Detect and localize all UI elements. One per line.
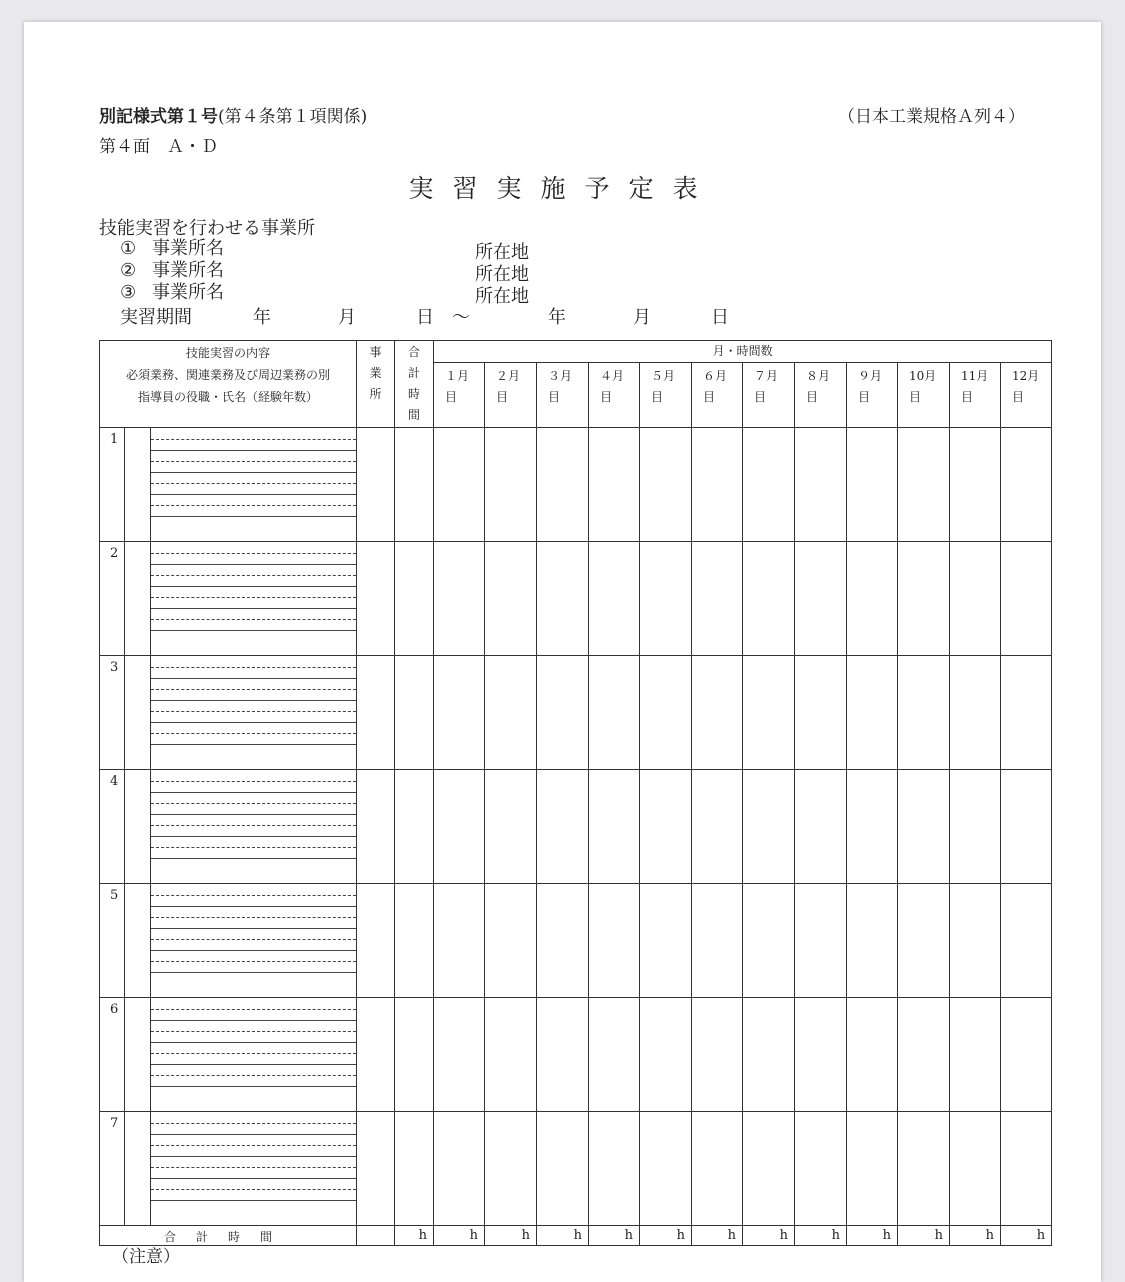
entry-rule-line (151, 711, 356, 712)
duty-category-cell[interactable] (125, 1112, 151, 1226)
month-suffix: 目 (754, 390, 767, 404)
month-hours-cell[interactable] (485, 884, 537, 998)
hours-unit-cell[interactable]: h (640, 1226, 692, 1246)
duty-category-cell[interactable] (125, 998, 151, 1112)
month-hours-cell[interactable] (537, 542, 589, 656)
hours-unit-cell[interactable]: h (589, 1226, 640, 1246)
months-header: 月・時間数 (434, 341, 1052, 363)
month-hours-cell[interactable] (743, 770, 795, 884)
hours-unit-cell[interactable]: h (537, 1226, 589, 1246)
month-hours-cell[interactable] (898, 542, 950, 656)
month-hours-cell[interactable] (898, 884, 950, 998)
duty-category-cell[interactable] (125, 542, 151, 656)
row-number: 2 (100, 542, 125, 656)
office-location-label: 所在地 (475, 242, 529, 263)
entry-rule-line (151, 1042, 356, 1043)
month-label: ５月 (651, 369, 676, 383)
entry-rule-line (151, 825, 356, 826)
month-label: 11月 (961, 369, 989, 383)
office-location-label: 所在地 (475, 264, 529, 285)
total-hours-cell[interactable] (395, 656, 434, 770)
hours-unit-cell[interactable]: h (795, 1226, 847, 1246)
month-suffix: 目 (548, 390, 561, 404)
entry-rule-line (151, 1009, 356, 1010)
month-hours-cell[interactable] (434, 1112, 485, 1226)
total-hours-cell[interactable] (395, 542, 434, 656)
month-hours-cell[interactable] (434, 998, 485, 1112)
notes-heading: （注意） (112, 1247, 180, 1267)
month-hours-cell[interactable] (898, 1112, 950, 1226)
month-hours-cell[interactable] (640, 428, 692, 542)
total-hours-cell[interactable] (395, 428, 434, 542)
month-suffix: 目 (703, 390, 716, 404)
entry-rule-line (151, 472, 356, 473)
content-header-line: 指導員の役職・氏名（経験年数） (138, 390, 319, 404)
month-suffix: 目 (651, 390, 664, 404)
month-hours-cell[interactable] (847, 542, 898, 656)
month-hours-cell[interactable] (1001, 1112, 1052, 1226)
month-label: １月 (445, 369, 470, 383)
month-hours-cell[interactable] (589, 542, 640, 656)
month-hours-cell[interactable] (743, 1112, 795, 1226)
month-header-cell (743, 363, 795, 428)
total-hours-cell[interactable] (395, 998, 434, 1112)
month-suffix: 目 (1012, 390, 1025, 404)
month-header-cell (692, 363, 743, 428)
month-header-cell (589, 363, 640, 428)
header-row (100, 341, 1052, 363)
entry-rule-line (151, 906, 356, 907)
month-hours-cell[interactable] (537, 770, 589, 884)
month-hours-cell[interactable] (950, 998, 1001, 1112)
month-suffix: 目 (806, 390, 819, 404)
entry-rule-line (151, 586, 356, 587)
office-row-3 (120, 282, 224, 304)
month-hours-cell[interactable] (847, 656, 898, 770)
period-end-month: 月 (633, 307, 651, 328)
month-hours-cell[interactable] (537, 998, 589, 1112)
month-hours-cell[interactable] (898, 656, 950, 770)
entry-rule-line (151, 1123, 356, 1124)
schedule-row (100, 428, 1052, 542)
hours-unit-cell[interactable]: h (1001, 1226, 1052, 1246)
entry-rule-line (151, 836, 356, 837)
entry-rule-line (151, 1064, 356, 1065)
office-cell[interactable] (357, 884, 395, 998)
month-hours-cell[interactable] (743, 656, 795, 770)
row-number: 1 (100, 428, 125, 542)
entry-rule-line (151, 461, 356, 462)
month-hours-cell[interactable] (898, 428, 950, 542)
month-header-cell (537, 363, 589, 428)
offices-heading: 技能実習を行わせる事業所 (99, 218, 315, 239)
entry-rule-line (151, 1031, 356, 1032)
month-header-cell (847, 363, 898, 428)
entry-rule-line (151, 961, 356, 962)
period-tilde: ～ (452, 307, 470, 328)
hours-unit-cell[interactable]: h (395, 1226, 434, 1246)
month-hours-cell[interactable] (640, 1112, 692, 1226)
office-name-label: 事業所名 (152, 260, 224, 281)
training-content-cell[interactable] (151, 884, 357, 998)
hours-unit-cell[interactable]: h (847, 1226, 898, 1246)
office-cell[interactable] (357, 998, 395, 1112)
month-label: ３月 (548, 369, 573, 383)
month-hours-cell[interactable] (847, 428, 898, 542)
form-number: 別記様式第１号 (99, 107, 218, 127)
office-number: ③ (120, 282, 137, 303)
month-hours-cell[interactable] (589, 428, 640, 542)
entry-rule-line (151, 1167, 356, 1168)
month-label: ７月 (754, 369, 779, 383)
month-hours-cell[interactable] (589, 998, 640, 1112)
schedule-row (100, 998, 1052, 1112)
office-number: ① (120, 238, 137, 259)
month-hours-cell[interactable] (743, 542, 795, 656)
content-header-line: 技能実習の内容 (186, 346, 271, 360)
training-content-cell[interactable] (151, 998, 357, 1112)
office-cell[interactable] (357, 1112, 395, 1226)
entry-rule-line (151, 450, 356, 451)
month-hours-cell[interactable] (485, 542, 537, 656)
face-label: 第４面 Ａ・Ｄ (99, 137, 218, 157)
period-end-year: 年 (548, 307, 566, 328)
month-hours-cell[interactable] (795, 884, 847, 998)
training-content-cell[interactable] (151, 656, 357, 770)
month-hours-cell[interactable] (847, 770, 898, 884)
entry-rule-line (151, 553, 356, 554)
form-page (24, 22, 1101, 1282)
month-hours-cell[interactable] (692, 770, 743, 884)
row-number: 3 (100, 656, 125, 770)
month-hours-cell[interactable] (1001, 428, 1052, 542)
duty-category-cell[interactable] (125, 884, 151, 998)
month-suffix: 目 (858, 390, 871, 404)
total-header-char: 時 (408, 387, 421, 401)
row-number: 6 (100, 998, 125, 1112)
schedule-row (100, 1112, 1052, 1226)
office-cell[interactable] (357, 428, 395, 542)
schedule-row (100, 884, 1052, 998)
office-header-char: 事 (369, 345, 382, 359)
month-label: 10月 (909, 369, 937, 383)
month-header-cell (640, 363, 692, 428)
month-hours-cell[interactable] (692, 428, 743, 542)
entry-rule-line (151, 733, 356, 734)
training-schedule-table (99, 340, 1052, 1246)
month-header-cell (898, 363, 950, 428)
month-hours-cell[interactable] (795, 770, 847, 884)
entry-rule-line (151, 1156, 356, 1157)
entry-rule-line (151, 972, 356, 973)
month-hours-cell[interactable] (950, 428, 1001, 542)
entry-rule-line (151, 1134, 356, 1135)
month-label: ２月 (496, 369, 521, 383)
total-office-cell (357, 1226, 395, 1246)
month-hours-cell[interactable] (692, 998, 743, 1112)
office-header-char: 業 (369, 366, 382, 380)
entry-rule-line (151, 858, 356, 859)
month-hours-cell[interactable] (692, 656, 743, 770)
entry-rule-line (151, 700, 356, 701)
total-row-label: 合計時間 (100, 1226, 357, 1246)
month-hours-cell[interactable] (1001, 998, 1052, 1112)
hours-unit-cell[interactable]: h (434, 1226, 485, 1246)
month-hours-cell[interactable] (1001, 884, 1052, 998)
entry-rule-line (151, 575, 356, 576)
duty-category-cell[interactable] (125, 656, 151, 770)
month-hours-cell[interactable] (692, 884, 743, 998)
month-hours-cell[interactable] (537, 1112, 589, 1226)
office-header-char: 所 (369, 387, 382, 401)
content-header (100, 341, 357, 428)
month-suffix: 目 (600, 390, 613, 404)
office-cell[interactable] (357, 542, 395, 656)
schedule-row (100, 770, 1052, 884)
office-location-label: 所在地 (475, 286, 529, 307)
period-start-year: 年 (253, 307, 271, 328)
month-hours-cell[interactable] (950, 656, 1001, 770)
duty-category-cell[interactable] (125, 428, 151, 542)
month-hours-cell[interactable] (795, 656, 847, 770)
month-hours-cell[interactable] (640, 656, 692, 770)
entry-rule-line (151, 895, 356, 896)
form-number-line (99, 102, 367, 127)
month-hours-cell[interactable] (743, 428, 795, 542)
period-end-day: 日 (711, 307, 729, 328)
training-content-cell[interactable] (151, 428, 357, 542)
entry-rule-line (151, 917, 356, 918)
office-number: ② (120, 260, 137, 281)
entry-rule-line (151, 950, 356, 951)
month-hours-cell[interactable] (589, 1112, 640, 1226)
month-label: ８月 (806, 369, 831, 383)
office-header (357, 341, 395, 428)
month-hours-cell[interactable] (485, 656, 537, 770)
office-name-label: 事業所名 (152, 282, 224, 303)
month-suffix: 目 (909, 390, 922, 404)
entry-rule-line (151, 792, 356, 793)
month-hours-cell[interactable] (640, 542, 692, 656)
office-row-1 (120, 238, 224, 260)
entry-rule-line (151, 814, 356, 815)
entry-rule-line (151, 516, 356, 517)
month-hours-cell[interactable] (795, 1112, 847, 1226)
month-hours-cell[interactable] (589, 884, 640, 998)
month-hours-cell[interactable] (537, 656, 589, 770)
hours-unit-cell[interactable]: h (898, 1226, 950, 1246)
entry-rule-line (151, 494, 356, 495)
month-hours-cell[interactable] (692, 1112, 743, 1226)
office-row-2 (120, 260, 224, 282)
month-hours-cell[interactable] (589, 770, 640, 884)
hours-unit-cell[interactable]: h (743, 1226, 795, 1246)
entry-rule-line (151, 1075, 356, 1076)
month-hours-cell[interactable] (485, 998, 537, 1112)
entry-rule-line (151, 608, 356, 609)
month-hours-cell[interactable] (795, 428, 847, 542)
training-content-cell[interactable] (151, 1112, 357, 1226)
month-hours-cell[interactable] (847, 884, 898, 998)
month-hours-cell[interactable] (743, 884, 795, 998)
total-hours-header (395, 341, 434, 428)
entry-rule-line (151, 678, 356, 679)
month-hours-cell[interactable] (847, 998, 898, 1112)
entry-rule-line (151, 722, 356, 723)
total-hours-cell[interactable] (395, 770, 434, 884)
month-hours-cell[interactable] (537, 428, 589, 542)
month-hours-cell[interactable] (795, 542, 847, 656)
entry-rule-line (151, 939, 356, 940)
entry-rule-line (151, 1189, 356, 1190)
entry-rule-line (151, 781, 356, 782)
month-hours-cell[interactable] (950, 542, 1001, 656)
entry-rule-line (151, 1053, 356, 1054)
month-hours-cell[interactable] (485, 428, 537, 542)
form-clause: (第４条第１項関係) (218, 107, 368, 127)
entry-rule-line (151, 803, 356, 804)
schedule-row (100, 656, 1052, 770)
month-hours-cell[interactable] (640, 884, 692, 998)
month-hours-cell[interactable] (950, 770, 1001, 884)
month-hours-cell[interactable] (434, 656, 485, 770)
content-header-line: 必須業務、関連業務及び周辺業務の別 (126, 368, 331, 382)
month-label: ４月 (600, 369, 625, 383)
paper-size-note: （日本工業規格Ａ列４） (838, 107, 1025, 127)
month-hours-cell[interactable] (898, 998, 950, 1112)
entry-rule-line (151, 928, 356, 929)
row-number: 4 (100, 770, 125, 884)
total-hours-cell[interactable] (395, 884, 434, 998)
entry-rule-line (151, 667, 356, 668)
entry-rule-line (151, 597, 356, 598)
month-hours-cell[interactable] (898, 770, 950, 884)
entry-rule-line (151, 847, 356, 848)
total-row (100, 1226, 1052, 1246)
entry-rule-line (151, 1086, 356, 1087)
month-hours-cell[interactable] (692, 542, 743, 656)
period-label: 実習期間 (120, 307, 192, 328)
entry-rule-line (151, 483, 356, 484)
entry-rule-line (151, 744, 356, 745)
month-label: ６月 (703, 369, 728, 383)
month-hours-cell[interactable] (1001, 770, 1052, 884)
month-header-cell (950, 363, 1001, 428)
entry-rule-line (151, 505, 356, 506)
month-header-cell (434, 363, 485, 428)
month-hours-cell[interactable] (795, 998, 847, 1112)
month-header-cell (485, 363, 537, 428)
month-hours-cell[interactable] (434, 884, 485, 998)
period-start-day: 日 (416, 307, 434, 328)
month-hours-cell[interactable] (950, 1112, 1001, 1226)
month-hours-cell[interactable] (743, 998, 795, 1112)
total-header-char: 間 (408, 408, 421, 422)
month-hours-cell[interactable] (434, 428, 485, 542)
entry-rule-line (151, 619, 356, 620)
month-hours-cell[interactable] (640, 770, 692, 884)
month-hours-cell[interactable] (950, 884, 1001, 998)
office-cell[interactable] (357, 770, 395, 884)
month-hours-cell[interactable] (537, 884, 589, 998)
entry-rule-line (151, 439, 356, 440)
page-title: 実習実施予定表 (408, 174, 717, 203)
month-suffix: 目 (496, 390, 509, 404)
entry-rule-line (151, 564, 356, 565)
duty-category-cell[interactable] (125, 770, 151, 884)
training-content-cell[interactable] (151, 770, 357, 884)
month-hours-cell[interactable] (485, 1112, 537, 1226)
month-hours-cell[interactable] (1001, 656, 1052, 770)
month-hours-cell[interactable] (485, 770, 537, 884)
entry-rule-line (151, 630, 356, 631)
month-hours-cell[interactable] (640, 998, 692, 1112)
entry-rule-line (151, 1178, 356, 1179)
month-hours-cell[interactable] (1001, 542, 1052, 656)
entry-rule-line (151, 1145, 356, 1146)
month-hours-cell[interactable] (589, 656, 640, 770)
office-name-label: 事業所名 (152, 238, 224, 259)
month-label: ９月 (858, 369, 883, 383)
office-cell[interactable] (357, 656, 395, 770)
month-suffix: 目 (961, 390, 974, 404)
hours-unit-cell[interactable]: h (950, 1226, 1001, 1246)
hours-unit-cell[interactable]: h (485, 1226, 537, 1246)
total-hours-cell[interactable] (395, 1112, 434, 1226)
row-number: 5 (100, 884, 125, 998)
month-hours-cell[interactable] (847, 1112, 898, 1226)
month-hours-cell[interactable] (434, 542, 485, 656)
hours-unit-cell[interactable]: h (692, 1226, 743, 1246)
period-start-month: 月 (338, 307, 356, 328)
total-header-char: 計 (408, 366, 421, 380)
month-header-cell (1001, 363, 1052, 428)
entry-rule-line (151, 1020, 356, 1021)
month-suffix: 目 (445, 390, 458, 404)
total-header-char: 合 (408, 345, 421, 359)
schedule-row (100, 542, 1052, 656)
row-number: 7 (100, 1112, 125, 1226)
month-header-cell (795, 363, 847, 428)
entry-rule-line (151, 1200, 356, 1201)
month-hours-cell[interactable] (434, 770, 485, 884)
month-label: 12月 (1012, 369, 1040, 383)
entry-rule-line (151, 689, 356, 690)
training-content-cell[interactable] (151, 542, 357, 656)
